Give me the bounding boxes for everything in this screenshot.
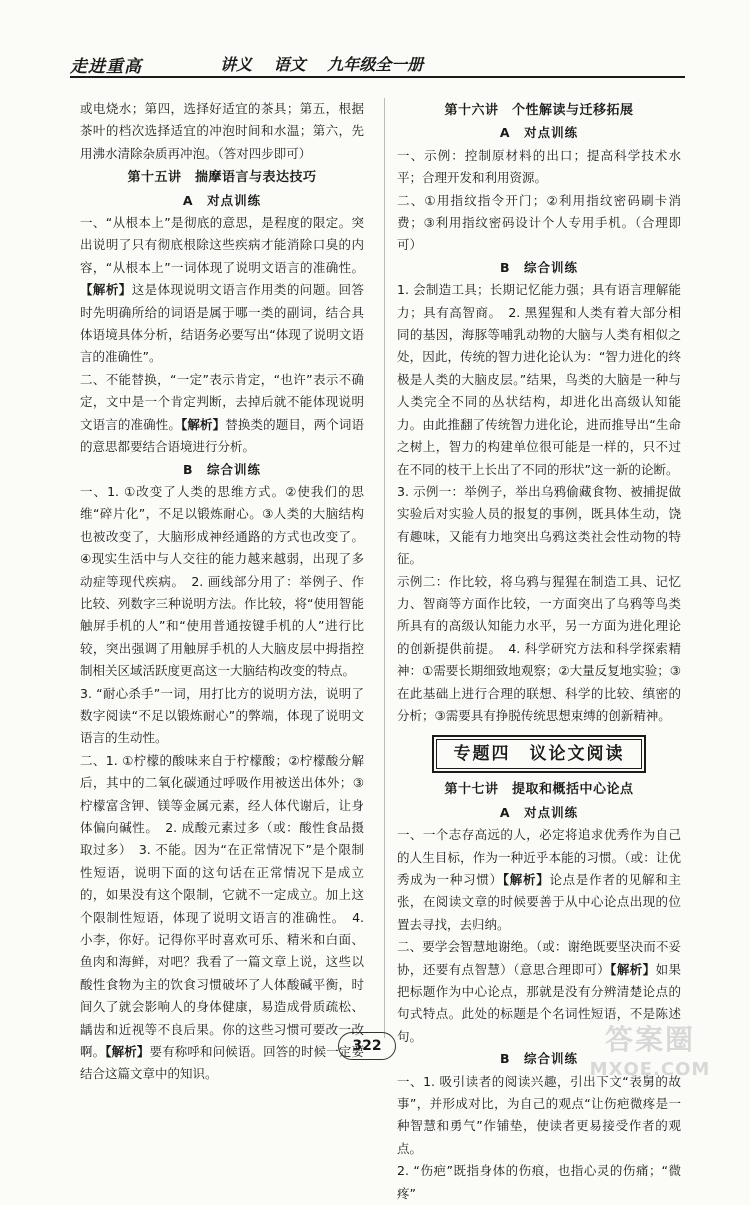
series-brand: 走进重高	[70, 57, 142, 77]
analysis-tag: 【解析】	[180, 416, 226, 432]
lecture-16-b-title: B 综合训练	[499, 259, 579, 275]
watermark-text: 答案圈	[604, 1023, 695, 1056]
analysis-tag: 【解析】	[80, 282, 132, 298]
book-type: 讲义	[220, 55, 253, 74]
analysis-text: 要有称呼和问候语。回答的时候一定要结合这篇文章中的知识。	[80, 1044, 364, 1082]
lecture-15-b-answer-1: 一、1. ①改变了人类的思维方式。②使我们的思维“碎片化”，不足以锻炼耐心。③人类的大脑结构也被改变了，大脑形成神经通路的方式也改变了。④现实生活中与人交往的能力越来越弱，出现了多动症等现代疾病。 2. 画线部分用了：举例子、作比较、列数字三种说明方法。作比较，将“使用智能触屏手机的人”和“使用普通按键手机的人”进行比较，突出强调了用触屏手机的人大脑皮层中拇指控制相关区域活跃度更高这一大脑结构改变的特点。	[80, 483, 364, 679]
lecture-15-b-answer-3: 3. “耐心杀手”一词，用打比方的说明方法，说明了数字阅读“不足以锻炼耐心”的弊端，体现了说明文语言的生动性。	[80, 685, 364, 746]
lecture-15-a-title: A 对点训练	[182, 192, 262, 208]
book-subject: 语文	[273, 55, 306, 74]
answer-text: 二、1. ①柠檬的酸味来自于柠檬酸；②柠檬酸分解后，其中的二氧化碳通过呼吸作用被送出体外；③柠檬富含钾、镁等金属元素，经人体代谢后，让身体偏向碱性。 2. 成酸元素过多（或：酸性食品摄取过多） 3. 不能。因为“在正常情况下”是个限制性短语，说明下面的这句话在正常情况下是成立的，如果没有这个限制，它就不一定成立。加上这个限制性短语，体现了说明文语言的准确性。 4. 小李，你好。记得你平时喜欢可乐、精米和白面、鱼肉和海鲜，对吧？我看了一篇文章上说，这些以酸性食物为主的饮食习惯破坏了人体酸碱平衡，时间久了就会影响人的身体健康，易造成骨质疏松、龋齿和近视等不良后果。你的这些习惯可要改一改啊。	[80, 752, 364, 1060]
lecture-15-b-title: B 综合训练	[182, 461, 262, 477]
header-rule	[70, 76, 685, 78]
lecture-15-title: 第十五讲 揣摩语言与表达技巧	[127, 170, 317, 186]
lecture-15-b-answer-4	[80, 750, 364, 1086]
lecture-16-a-answer-2: 二、①用指纹指令开门；②利用指纹密码刷卡消费；③利用指纹密码设计个人专用手机。（合理即可）	[397, 192, 681, 253]
analysis-text: 替换类的题目，两个词语的意思都要结合语境进行分析。	[80, 416, 364, 455]
column-divider	[384, 98, 385, 1038]
lecture-15-a-answer-1	[80, 212, 364, 369]
watermark-logo	[560, 1025, 740, 1087]
analysis-tag: 【解析】	[105, 1044, 150, 1060]
analysis-tag: 【解析】	[610, 961, 656, 977]
lecture-15-a-answer-2	[80, 369, 364, 459]
page-number: 322	[338, 1032, 396, 1060]
answer-text: 二、不能替换，“一定”表示肯定，“也许”表示不确定，文中是一个肯定判断，去掉后就不能体现说明文语言的准确性。	[80, 371, 364, 432]
analysis-text: 这是体现说明文语言作用类的问题。回答时先明确所给的词语是属于哪一类的副词，结合具体语境具体分析，结语务必要写出“体现了说明文语言的准确性”。	[80, 282, 364, 365]
analysis-text: 如果把标题作为中心论点，那就是没有分辨清楚论点的句式特点。此处的标题是个名词性短语，不是陈述句。	[397, 961, 681, 1044]
lecture-17-b-answer-1: 一、1. 吸引读者的阅读兴趣，引出下文“表舅的故事”，并形成对比，为自己的观点“让伤疤微疼是一种智慧和勇气”作铺垫，使读者更易接受作者的观点。	[397, 1073, 681, 1156]
lecture-17-title: 第十七讲 提取和概括中心论点	[444, 782, 634, 798]
topic-4-banner: 专题四 议论文阅读	[432, 735, 646, 773]
book-grade: 九年级全一册	[327, 55, 424, 74]
answer-text: 二、要学会智慧地谢绝。（或：谢绝既要坚决而不妥协，还要有点智慧）（意思合理即可）	[397, 939, 681, 977]
lecture-16-b-answer-1: 1. 会制造工具；长期记忆能力强；具有语言理解能力；具有高智商。 2. 黑猩猩和人类有着大部分相同的基因，海豚等哺乳动物的大脑与人类有相似之处，因此，传统的智力进化论认为：“智力进化的终极是人类的大脑皮层。”结果，鸟类的大脑是一种与人类完全不同的丛状结构，却进化出高级认知能力。由此推翻了传统智力进化论，进而推导出“生命之树上，智力的构建单位很可能是一样的，只不过在不同的枝干上长出了不同的形状”这一新的论断。	[397, 282, 681, 477]
book-title	[220, 52, 439, 75]
answer-text: 一、一个志存高远的人，必定将追求优秀作为自己的人生目标，作为一种近乎本能的习惯。（或：让优秀成为一种习惯）	[397, 827, 681, 887]
lecture-17-a-answer-1	[397, 824, 681, 936]
lecture-16-b-answer-3: 3. 示例一：举例子，举出乌鸦偷藏食物、被捕捉做实验后对实验人员的报复的事例，既具体生动，饶有趣味，又能有力地突出乌鸦这类社会性动物的特征。	[397, 483, 681, 567]
analysis-tag: 【解析】	[502, 872, 550, 887]
page-header	[0, 0, 750, 80]
lecture-17-b-answer-2: 2. “伤疤”既指身体的伤痕，也指心灵的伤痛；“微疼”	[397, 1163, 681, 1201]
continued-answer: 或电烧水；第四，选择好适宜的茶具；第五，根据茶叶的档次选择适宜的冲泡时间和水温；第六，先用沸水清除杂质再冲泡。（答对四步即可）	[80, 101, 364, 161]
lecture-17-b-title: B 综合训练	[499, 1051, 579, 1067]
watermark-url: MXQE.COM	[589, 1059, 711, 1080]
answer-text: 一、“从根本上”是彻底的意思，是程度的限定。突出说明了只有彻底根除这些疾病才能消除口臭的内容，“从根本上”一词体现了说明文语言的准确性。	[80, 215, 364, 275]
left-column	[80, 98, 364, 1086]
lecture-16-a-answer-1: 一、示例：控制原材料的出口；提高科学技术水平；合理开发和利用资源。	[397, 147, 681, 186]
lecture-16-a-title: A 对点训练	[499, 125, 579, 141]
lecture-16-title: 第十六讲 个性解读与迁移拓展	[444, 103, 634, 118]
analysis-text: 论点是作者的见解和主张，在阅读文章的时候要善于从中心论点出现的位置去寻找，去归纳。	[397, 872, 681, 932]
lecture-16-b-answer-3b: 示例二：作比较，将乌鸦与猩猩在制造工具、记忆力、智商等方面作比较，一方面突出了乌鸦等鸟类所具有的高级认知能力水平，另一方面为进化理论的创新提供前提。 4. 科学研究方法和科学探索精神：①需要长期细致地观察；②大量反复地实验；③在此基础上进行合理的联想、科学的比较、缜密的分析；③需要具有挣脱传统思想束缚的创新精神。	[397, 573, 681, 723]
lecture-17-a-title: A 对点训练	[499, 804, 579, 820]
